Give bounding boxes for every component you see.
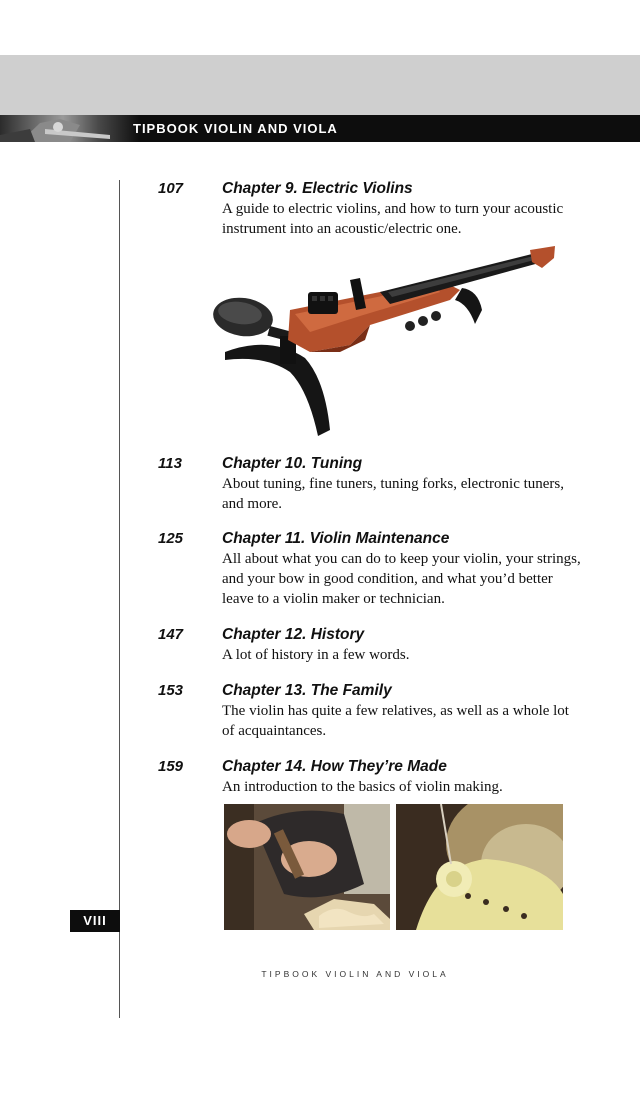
- page-number: 107: [158, 180, 184, 197]
- page-number: 113: [158, 455, 182, 472]
- chapter-title[interactable]: Chapter 10. Tuning: [222, 455, 363, 472]
- chapter-description: An introduction to the basics of violin making.: [222, 779, 503, 795]
- running-footer: TIPBOOK VIOLIN AND VIOLA: [261, 969, 449, 979]
- top-band: [0, 55, 640, 115]
- page-label: VIII: [83, 913, 107, 928]
- violin-making-photos: [224, 804, 563, 930]
- running-header: [0, 115, 640, 142]
- chapter-title[interactable]: Chapter 11. Violin Maintenance: [222, 530, 450, 547]
- chapter-description: A guide to electric violins, and how to turn your acoustic instrument into an acoustic/electric one.: [222, 201, 564, 237]
- page-number: 159: [158, 758, 184, 775]
- chapter-description: About tuning, fine tuners, tuning forks, electronic tuners, and more.: [222, 476, 565, 512]
- page-number: 147: [158, 626, 184, 643]
- carving-photo: [224, 804, 390, 930]
- margin-rule: [119, 180, 120, 1018]
- electric-violin-image: [210, 240, 560, 445]
- page-number: 125: [158, 530, 184, 547]
- chapter-description: All about what you can do to keep your violin, your strings, and your bow in good condition, and what you’d better leave to a violin maker or technician.: [222, 551, 581, 607]
- chapter-title[interactable]: Chapter 13. The Family: [222, 682, 392, 699]
- chapter-title[interactable]: Chapter 14. How They’re Made: [222, 758, 447, 775]
- chapter-description: A lot of history in a few words.: [222, 647, 410, 663]
- header-title: TIPBOOK VIOLIN AND VIOLA: [133, 121, 338, 136]
- chapter-description: The violin has quite a few relatives, as well as a whole lot of acquaintances.: [222, 703, 569, 739]
- scroll-carving-photo: [396, 804, 563, 930]
- page-number: 153: [158, 682, 184, 699]
- chapter-title[interactable]: Chapter 9. Electric Violins: [222, 180, 413, 197]
- page-label-box: [70, 910, 120, 932]
- chapter-title[interactable]: Chapter 12. History: [222, 626, 365, 643]
- header-photo: [0, 115, 140, 142]
